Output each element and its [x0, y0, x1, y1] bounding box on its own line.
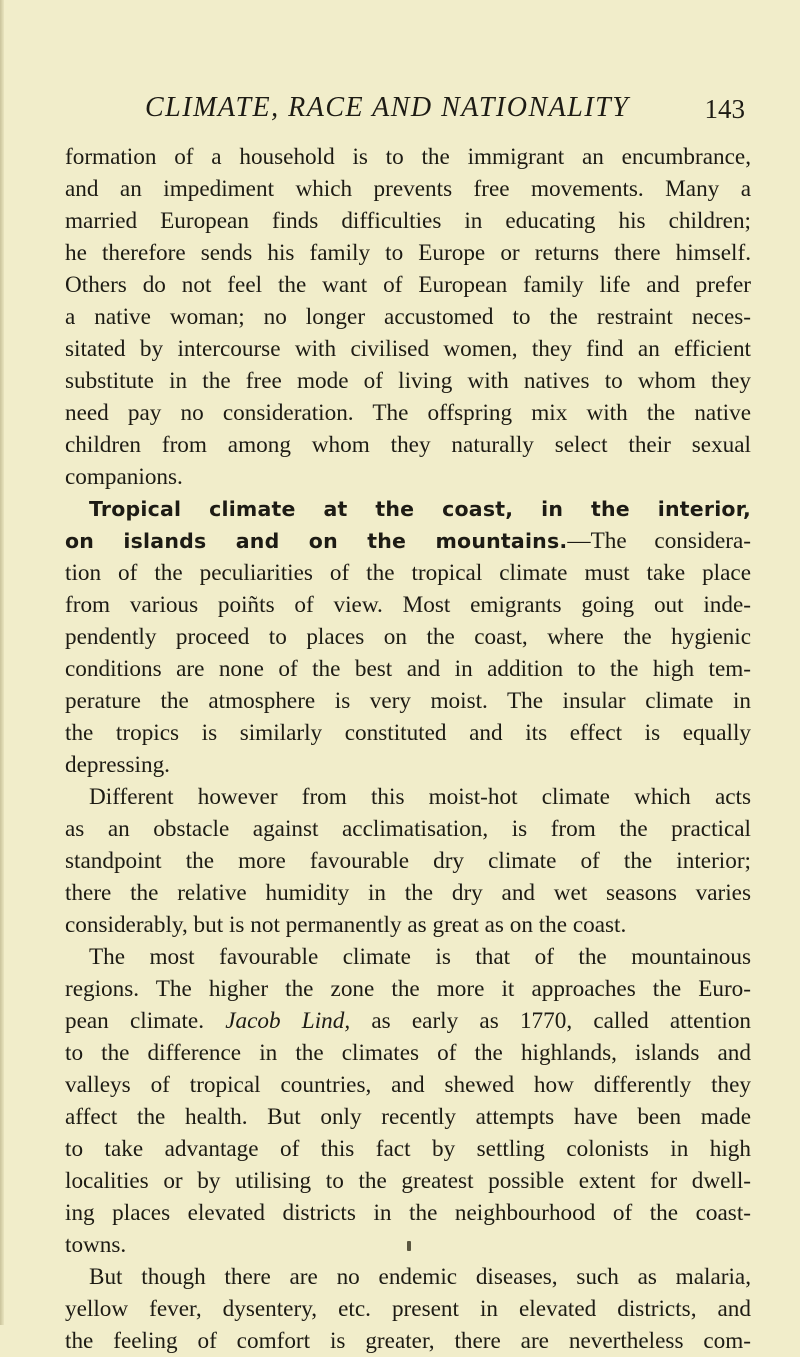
text-run: —The considera-: [567, 528, 751, 554]
section-heading: Tropical climate at the coast, in the interior,: [89, 497, 751, 521]
text-line: perature the atmosphere is very moist. The insular climate in: [65, 688, 751, 714]
section-heading-continued: on islands and on the mountains.: [65, 529, 568, 553]
text-line: he therefore sends his family to Europe or returns there himself.: [65, 240, 751, 266]
text-line: formation of a household is to the immigrant an encumbrance,: [65, 144, 751, 170]
page-number: 143: [704, 94, 745, 124]
page-edge-shadow: [0, 0, 4, 1325]
text-line: to take advantage of this fact by settling colonists in high: [65, 1136, 751, 1162]
text-line: children from among whom they naturally select their sexual: [65, 432, 751, 458]
text-line: pendently proceed to places on the coast, where the hygienic: [65, 624, 751, 650]
text-line: regions. The higher the zone the more it approaches the Euro-: [65, 976, 751, 1002]
text-line: [65, 525, 751, 557]
text-line: valleys of tropical countries, and shewed how differently they: [65, 1072, 751, 1098]
text-line: yellow fever, dysentery, etc. present in elevated districts, and: [65, 1296, 751, 1322]
text-line: standpoint the more favourable dry climate of the interior;: [65, 848, 751, 874]
person-name: Jacob Lind,: [225, 1008, 351, 1034]
text-line: But though there are no endemic diseases, such as malaria,: [89, 1264, 751, 1290]
text-line: considerably, but is not permanently as great as on the coast.: [65, 912, 627, 938]
text-line: [65, 1005, 751, 1037]
text-line: the tropics is similarly constituted and its effect is equally: [65, 720, 751, 746]
running-title: CLIMATE, RACE AND NATIONALITY: [145, 92, 630, 123]
text-line: conditions are none of the best and in addition to the high tem-: [65, 656, 751, 682]
text-line: towns.: [65, 1232, 127, 1258]
text-line: from various poiñts of view. Most emigrants going out inde-: [65, 592, 751, 618]
page-header: [145, 92, 745, 132]
text-line: there the relative humidity in the dry and wet seasons varies: [65, 880, 751, 906]
text-line: companions.: [65, 464, 183, 490]
text-line: tion of the peculiarities of the tropical climate must take place: [65, 560, 751, 586]
text-run: pean climate.: [65, 1008, 205, 1034]
text-run: as early as 1770, called attention: [371, 1008, 751, 1034]
text-line: affect the health. But only recently attempts have been made: [65, 1104, 751, 1130]
text-line: to the difference in the climates of the highlands, islands and: [65, 1040, 751, 1066]
text-line: and an impediment which prevents free movements. Many a: [65, 176, 751, 202]
body-text: [65, 141, 751, 1357]
text-line: depressing.: [65, 752, 170, 778]
text-line: sitated by intercourse with civilised women, they find an efficient: [65, 336, 751, 362]
print-speck: [407, 1241, 411, 1251]
text-line: substitute in the free mode of living with natives to whom they: [65, 368, 751, 394]
text-line: The most favourable climate is that of the mountainous: [89, 944, 751, 970]
text-line: need pay no consideration. The offspring mix with the native: [65, 400, 751, 426]
text-line: the feeling of comfort is greater, there are nevertheless com-: [65, 1328, 751, 1354]
text-line: Different however from this moist-hot climate which acts: [89, 784, 751, 810]
text-line: Others do not feel the want of European family life and prefer: [65, 272, 751, 298]
section-heading-line: [65, 493, 751, 525]
text-line: as an obstacle against acclimatisation, is from the practical: [65, 816, 751, 842]
text-line: a native woman; no longer accustomed to the restraint neces-: [65, 304, 751, 330]
text-line: ing places elevated districts in the neighbourhood of the coast-: [65, 1200, 751, 1226]
text-line: localities or by utilising to the greatest possible extent for dwell-: [65, 1168, 751, 1194]
text-line: married European finds difficulties in educating his children;: [65, 208, 751, 234]
